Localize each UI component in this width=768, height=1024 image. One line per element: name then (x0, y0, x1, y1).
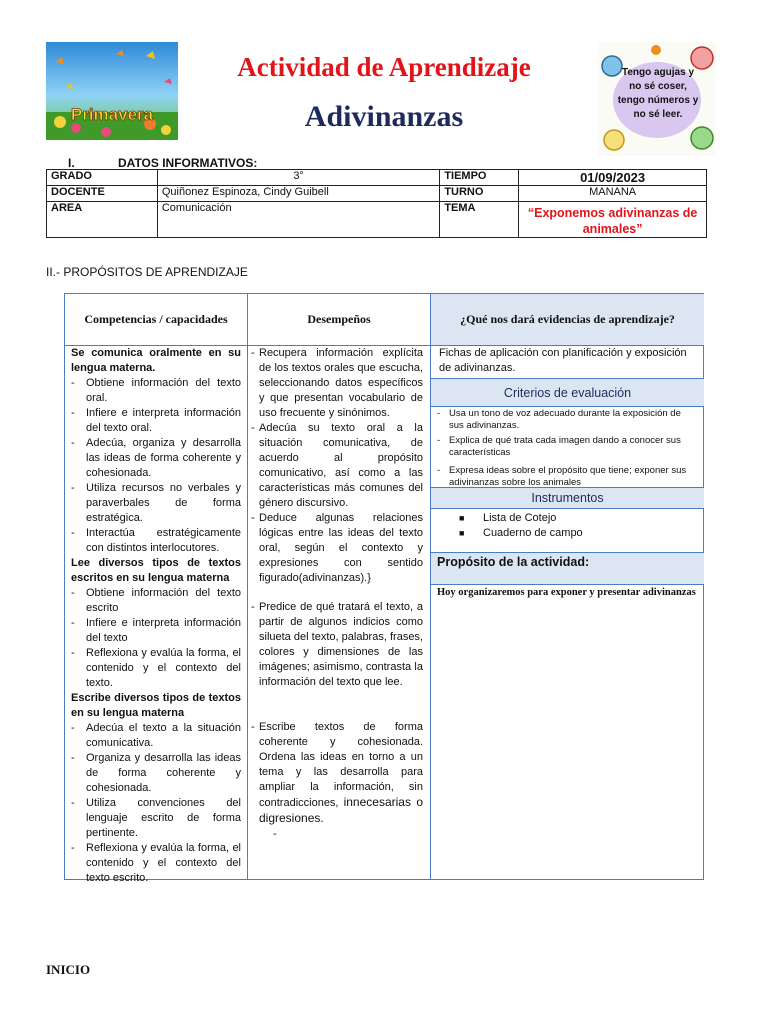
tema-label: TEMA (440, 202, 519, 238)
section-datos-heading (68, 156, 257, 170)
instrumentos-list (431, 511, 704, 541)
grado-label: GRADO (47, 170, 158, 186)
clock-riddle-image (598, 42, 716, 156)
list-item: - Adecúa el texto a la situación comunicativa. (71, 722, 241, 749)
desempeno-item: - Recupera información explícita de los textos orales que escucha, seleccionando datos específicos y que presentan vocabulario de uso frecuente y sinónimos. (251, 347, 423, 419)
list-item: - Explica de qué trata cada imagen dando a conocer sus características (437, 435, 681, 458)
list-item: ■ Cuaderno de campo (459, 527, 583, 539)
desempeno-item: - Escribe textos de forma coherente y cohesionada. Ordena las ideas en torno a un tema y las desarrolla para ampliar la información, sin contradicciones, innecesarias o digresiones. (251, 721, 423, 825)
desempenos-column (251, 346, 423, 842)
list-item: - Infiere e interpreta información del texto (71, 617, 241, 644)
tiempo-value: 01/09/2023 (519, 170, 707, 186)
list-item: - Utiliza recursos no verbales y paraverbales de forma estratégica. (71, 482, 241, 524)
area-label: AREA (47, 202, 158, 238)
competencia-lee-title: Lee diversos tipos de textos escritos en su lengua materna (71, 557, 241, 584)
section-label: DATOS INFORMATIVOS: (118, 156, 258, 170)
section-propositos-heading: II.- PROPÓSITOS DE APRENDIZAJE (46, 265, 248, 279)
list-item: ■ Lista de Cotejo (459, 512, 557, 524)
turno-value: MANANA (519, 186, 707, 202)
competencias-column (71, 346, 241, 886)
proposito-text: Hoy organizaremos para exponer y presentar adivinanzas (437, 587, 696, 598)
area-value: Comunicación (157, 202, 439, 238)
proposito-header: Propósito de la actividad: (431, 553, 704, 584)
competencia-oral-title: Se comunica oralmente en su lengua materna. (71, 347, 241, 374)
spring-word-image-text: Primavera (70, 105, 154, 124)
competencia-escribe-title: Escribe diversos tipos de textos en su lengua materna (71, 692, 241, 719)
page-title: Actividad de Aprendizaje (237, 52, 531, 82)
docente-value: Quiñonez Espinoza, Cindy Guibell (157, 186, 439, 202)
riddle-text: Tengo agujas y no sé coser, tengo números y no sé leer. (617, 67, 699, 120)
list-item: - Adecúa, organiza y desarrolla las ideas de forma coherente y cohesionada. (71, 437, 241, 479)
docente-label: DOCENTE (47, 186, 158, 202)
desempenos-header: Desempeños (307, 312, 371, 326)
propositos-table (64, 293, 704, 884)
section-number: I. (68, 156, 75, 170)
turno-label: TURNO (440, 186, 519, 202)
list-item: - Infiere e interpreta información del texto oral. (71, 407, 241, 434)
list-item: - Reflexiona y evalúa la forma, el contenido y el contexto del texto escrito. (71, 842, 241, 884)
desempeno-trailing-dash: - (273, 828, 277, 840)
desempeno-item: - Adecúa su texto oral a la situación comunicativa, de acuerdo al propósito comunicativo, así como a las características más comunes del género discursivo. (251, 422, 423, 509)
evidencia-text: Fichas de aplicación con planificación y exposición de adivinanzas. (439, 347, 687, 374)
list-item: - Obtiene información del texto oral. (71, 377, 241, 404)
page-subtitle: Adivinanzas (304, 100, 464, 133)
list-item: - Organiza y desarrolla las ideas de forma coherente y cohesionada. (71, 752, 241, 794)
evidencias-header: ¿Qué nos dará evidencias de aprendizaje? (431, 294, 704, 345)
grado-value: 3° (157, 170, 439, 186)
competencias-header: Competencias / capacidades (84, 312, 228, 326)
tema-value: “Exponemos adivinanzas de animales” (519, 202, 707, 238)
list-item: - Utiliza convenciones del lenguaje escrito de forma pertinente. (71, 797, 241, 839)
list-item: - Usa un tono de voz adecuado durante la exposición de sus adivinanzas. (437, 408, 681, 431)
desempeno-item: - Deduce algunas relaciones lógicas entre las ideas del texto oral, según el contexto y expresiones con sentido figurado(adivinanzas).} (251, 512, 423, 584)
criterios-header: Criterios de evaluación (431, 379, 704, 406)
list-item: - Obtiene información del texto escrito (71, 587, 241, 614)
instrumentos-header: Instrumentos (431, 488, 704, 508)
list-item: - Interactúa estratégicamente con distintos interlocutores. (71, 527, 241, 554)
list-item: - Reflexiona y evalúa la forma, el contenido y el contexto del texto. (71, 647, 241, 689)
list-item: - Expresa ideas sobre el propósito que tiene; exponer sus adivinanzas sobre los animales (437, 465, 687, 488)
tiempo-label: TIEMPO (440, 170, 519, 186)
desempeno-item: - Predice de qué tratará el texto, a partir de algunos indicios como silueta del texto, palabras, frases, colores y dimensiones de las imágenes; asimismo, contrasta la información del texto que lee. (251, 601, 423, 688)
inicio-heading: INICIO (46, 962, 91, 977)
criterios-list (431, 408, 704, 492)
datos-table (46, 169, 707, 238)
